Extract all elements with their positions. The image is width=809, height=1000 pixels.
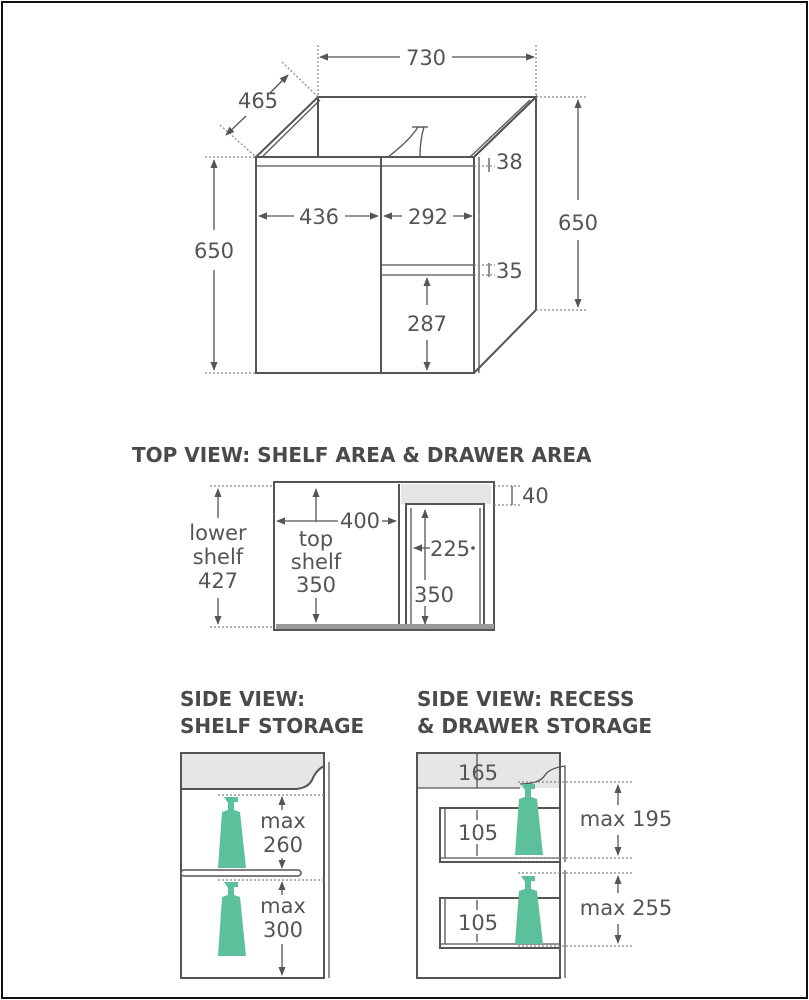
shelf-view-heading-1: SIDE VIEW:	[180, 687, 306, 711]
bottle-icon	[218, 882, 246, 956]
lower-shelf-label-2: shelf	[192, 545, 244, 569]
drawer-height-287: 287	[406, 312, 448, 336]
height-right-650: 650	[557, 211, 599, 235]
side-view-shelf	[180, 687, 364, 978]
bottle-icon	[515, 876, 543, 944]
side-view-drawer	[417, 687, 672, 978]
top-shelf-label-2: shelf	[290, 550, 342, 574]
drawer-view-heading-2: & DRAWER STORAGE	[417, 714, 653, 738]
lower-max-255: max 255	[579, 896, 673, 920]
shelf-width-400: 400	[339, 509, 381, 533]
lower-max-300: 300	[262, 918, 304, 942]
top-shelf-label: top	[298, 527, 334, 551]
recess-165: 165	[457, 761, 499, 785]
right-section-292: 292	[407, 205, 449, 229]
front-view	[194, 45, 598, 373]
bottle-icon	[218, 797, 246, 868]
top-view-heading: TOP VIEW: SHELF AREA & DRAWER AREA	[132, 443, 592, 467]
upper-max-195: max 195	[579, 807, 673, 831]
width-730: 730	[405, 46, 447, 70]
upper-max-260: 260	[262, 833, 304, 857]
drawer-view-heading-1: SIDE VIEW: RECESS	[417, 687, 635, 711]
top-rail-38: 38	[496, 150, 523, 174]
height-left-650: 650	[193, 239, 235, 263]
lower-shelf-427: 427	[197, 569, 239, 593]
top-shelf-350: 350	[295, 573, 337, 597]
lower-max-label: max	[260, 894, 306, 918]
drawer-rail-35: 35	[496, 259, 523, 283]
depth-465: 465	[237, 89, 279, 113]
back-gap-40: 40	[522, 484, 549, 508]
lower-shelf-label: lower	[189, 521, 247, 545]
drawer-depth-350: 350	[413, 583, 455, 607]
upper-max-label: max	[260, 809, 306, 833]
drawer1-internal-105: 105	[457, 821, 499, 845]
top-view	[132, 443, 592, 630]
drawer-width-225: 225	[429, 537, 471, 561]
left-door-436: 436	[298, 205, 340, 229]
drawer2-internal-105: 105	[457, 911, 499, 935]
shelf-view-heading-2: SHELF STORAGE	[180, 714, 365, 738]
bottle-icon	[515, 784, 543, 855]
